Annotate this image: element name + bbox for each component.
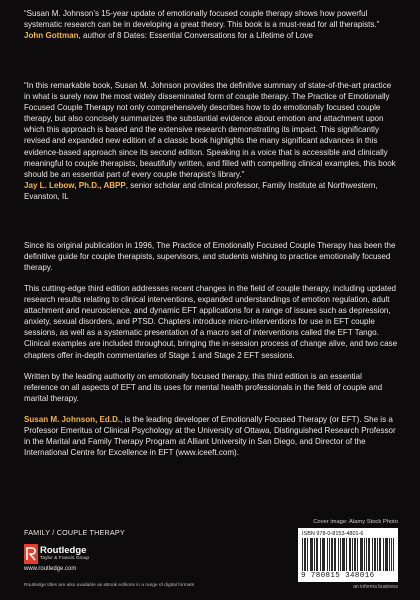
review-quote-gottman (24, 8, 398, 41)
review-quote-lebow (24, 80, 398, 202)
informa-tagline: an informa business (353, 584, 398, 590)
barcode (298, 528, 398, 582)
description-paragraph-1: Since its original publication in 1996, The Practice of Emotionally Focused Couple Therapy has been the definitive guide for couple therapists, supervisors, and students wishing to practice emotionally focused therapy. (24, 241, 396, 273)
description-paragraph-3: Written by the leading authority on emotionally focused therapy, this third edition is an essential reference on all aspects of EFT and its uses for mental health professionals in the field of couple and marital therapy. (24, 372, 383, 404)
publisher-name: Routledge (40, 545, 87, 556)
author-bio-text: , is the leading developer of Emotionally Focused Therapy (or EFT). She is a Professor Emeritus of Clinical Psychology at the University of Ottawa, Distinguished Research Professor in the Marital and Family Therapy Program at Alliant University in San Diego, and Director of the International Centre for Excellence in EFT (www.iceeft.com). (24, 415, 396, 458)
isbn-text: ISBN 978-0-8153-4801-6 (302, 531, 364, 537)
quote-text: “In this remarkable book, Susan M. Johnson provides the definitive summary of state-of-the-art practice in what is surely now the most widely disseminated form of couple therapy. The Practice of Emotionally Focused Couple Therapy not only comprehensively describes how to do emotionally focused couple therapy, but also concisely summarizes the substantial evidence about emotion and attachment upon which this approach is based and the extensive research demonstrating its impact. This significantly revised and expanded new edition of a classic book highlights the many significant advances in this evidence-based approach since its second edition. Speaking in a voice that is accessible and clinically meaningful to couple therapists, beautifully written, and filled with compelling clinical examples, this book should be an essential part of every couple therapist’s library.” (24, 81, 396, 179)
routledge-logo-icon (24, 544, 38, 564)
ebook-note: Routledge titles are also available as eBook editions in a range of digital formats (24, 583, 195, 588)
quote-author-description: , author of 8 Dates: Essential Conversations for a Lifetime of Love (78, 31, 313, 41)
author-bio (24, 414, 398, 458)
quote-author: John Gottman (24, 31, 79, 41)
publisher-subtitle: Taylor & Francis Group (40, 556, 90, 561)
cover-image-credit: Cover image: Alamy Stock Photo (313, 519, 398, 525)
description-paragraph-2: This cutting-edge third edition addresses recent changes in the field of couple therapy, including updated research results relating to clinical interventions, expanded understandings of emotion regulation, adult attachment and neuroscience, and dynamic EFT applications for a range of issues such as depression, anxiety, sexual disorders, and PTSD. Chapters introduce micro-interventions for use in EFT couple sessions, as well as a systematic presentation of a macro set of interventions called the EFT Tango. Clinical examples are included throughout, bringing the in-session process of change alive, and two case chapters offer in-depth commentaries of Stage 1 and Stage 2 EFT sessions. (24, 284, 398, 360)
publisher-url: www.routledge.com (24, 566, 77, 572)
quote-text: “Susan M. Johnson’s 15-year update of emotionally focused couple therapy shows how powerful systematic research can be in developing a great theory. This book is a must-read for all therapists.” (24, 9, 380, 30)
book-category: FAMILY / COUPLE THERAPY (24, 528, 125, 537)
barcode-bars (302, 538, 394, 571)
barcode-number: 9 780815 348016 (301, 572, 375, 580)
author-name: Susan M. Johnson, Ed.D. (24, 415, 121, 424)
quote-author: Jay L. Lebow, Ph.D., ABPP (24, 180, 126, 190)
quote-author-description: , senior scholar and clinical professor, Family Institute at Northwestern, Evanston, IL (24, 180, 378, 201)
